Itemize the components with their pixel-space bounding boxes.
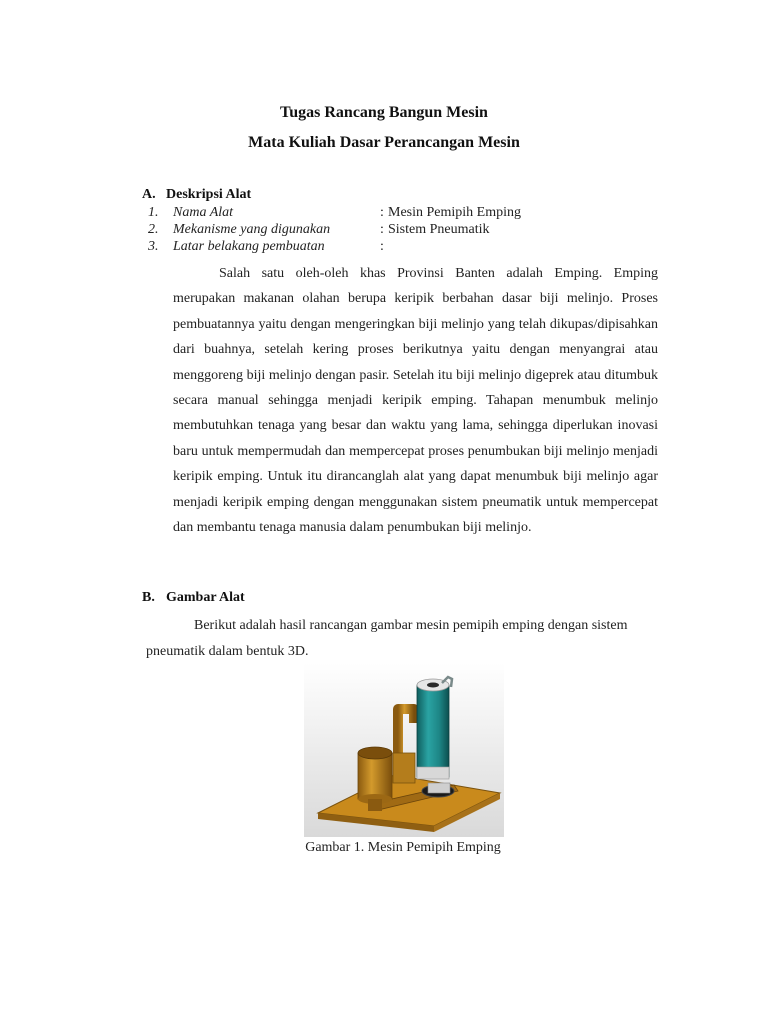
air-port [427,683,439,688]
item-value: Sistem Pneumatik [388,222,490,237]
description-item [148,238,521,255]
description-list [148,204,521,255]
item-colon: : [380,239,384,254]
section-b-heading [142,590,245,606]
machine-3d-figure [304,663,504,837]
background-paragraph: Salah satu oleh-oleh khas Provinsi Banten adalah Emping. Emping merupakan makanan olahan berupa keripik berbahan dasar biji melinjo. Proses pembuatannya yaitu dengan mengeringkan biji melinjo yang telah dikupas/dipisahkan dari buahnya, setelah kering proses berikutnya yaitu dengan menyangrai atau menggoreng biji melinjo dengan pasir. Setelah itu biji melinjo digeprek atau ditumbuk secara manual sehingga menjadi keripik emping. Tahapan menumbuk melinjo membutuhkan tenaga yang besar dan waktu yang lama, sehingga diperlukan inovasi baru untuk mempermudah dan mempercepat proses penumbukan biji melinjo menjadi keripik emping. Untuk itu dirancanglah alat yang dapat menumbuk biji melinjo agar menjadi keripik emping dengan menggunakan sistem pneumatik untuk mempercepat dan membantu tenaga manusia dalam penumbukan biji melinjo. [173,266,658,536]
machine-3d-illustration [304,663,504,837]
item-value: Mesin Pemipih Emping [388,205,521,220]
item-number: 2. [148,222,159,237]
item-number: 1. [148,205,159,220]
hopper-body [358,753,392,799]
hopper-outlet [368,799,382,811]
item-label: Latar belakang pembuatan [173,239,325,254]
item-label: Mekanisme yang digunakan [173,222,331,237]
item-colon: : [380,205,384,220]
item-colon: : [380,222,384,237]
figure-caption: Gambar 1. Mesin Pemipih Emping [305,840,501,855]
item-label: Nama Alat [173,205,234,220]
cylinder-bottom-cap [417,767,449,779]
document-title: Tugas Rancang Bangun Mesin [280,104,488,121]
figure-intro-paragraph: Berikut adalah hasil rancangan gambar mesin pemipih emping dengan sistem pneumatik dalam bentuk 3D. [146,618,628,659]
pneumatic-cylinder [417,685,449,777]
frame-post [393,753,415,783]
section-a-heading [142,187,251,203]
section-b-letter: B. [142,590,155,605]
section-b-title: Gambar Alat [166,590,245,605]
document-subtitle: Mata Kuliah Dasar Perancangan Mesin [248,134,520,151]
description-item [148,221,521,238]
item-number: 3. [148,239,159,254]
section-a-title: Deskripsi Alat [166,187,252,202]
piston-rod [428,783,450,793]
hopper-top [358,747,392,759]
section-a-letter: A. [142,187,156,202]
description-item [148,204,521,221]
